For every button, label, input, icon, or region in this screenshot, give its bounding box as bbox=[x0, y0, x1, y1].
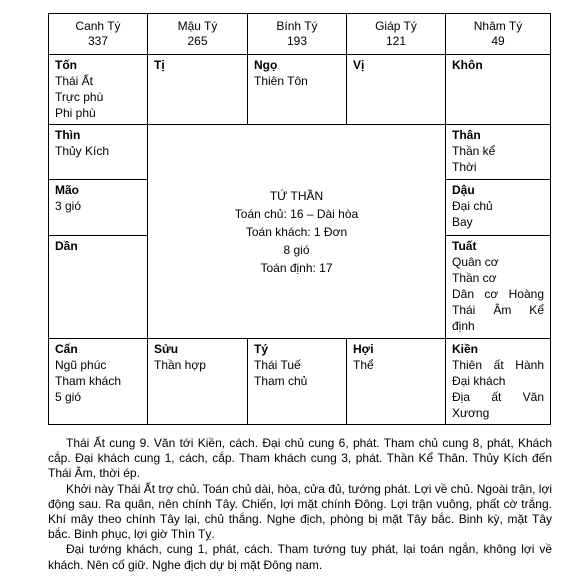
cell-line: Địa ất Văn bbox=[452, 389, 544, 404]
cell-than bbox=[446, 125, 551, 180]
cell-line: 3 gió bbox=[55, 199, 82, 214]
header-name: Canh Tý bbox=[75, 19, 121, 34]
center-summary bbox=[148, 125, 446, 339]
center-line: Toán chủ: 16 – Dài hòa bbox=[234, 206, 359, 221]
cell-title: Dần bbox=[55, 238, 78, 253]
header-cell-mau-ty bbox=[148, 14, 248, 55]
cell-line: Thái Tuế bbox=[254, 357, 301, 372]
cell-suu bbox=[148, 338, 248, 424]
cell-title: Ngọ bbox=[254, 58, 278, 73]
cell-line: Quân cơ bbox=[452, 254, 499, 269]
header-name: Giáp Tý bbox=[375, 19, 417, 34]
cell-line: Đại khách bbox=[452, 373, 506, 388]
cell-line: Bay bbox=[452, 215, 473, 230]
header-number: 121 bbox=[385, 34, 407, 49]
cell-title: Kiền bbox=[452, 341, 479, 356]
cell-title: Tý bbox=[254, 341, 269, 356]
paragraph: Đại tướng khách, cung 1, phát, cách. Tham tướng tuy phát, lại toán ngắn, không lợi về khách. Nên cố giữ. Nghe địch dự bị mặt Đông nam. bbox=[48, 542, 552, 572]
center-line: Toán khách: 1 Đơn bbox=[245, 224, 348, 239]
cell-line: định bbox=[452, 318, 475, 333]
cell-line: Trực phù bbox=[55, 90, 104, 105]
cell-line: Thời bbox=[452, 160, 477, 175]
cell-line: Thái Ất bbox=[55, 74, 94, 89]
cell-dan bbox=[49, 235, 148, 338]
divination-grid bbox=[48, 13, 551, 425]
cell-hoi bbox=[347, 338, 446, 424]
cell-line: Thần hợp bbox=[154, 357, 206, 372]
cell-line: Thái Âm Kể bbox=[452, 302, 544, 317]
header-name: Nhâm Tý bbox=[473, 19, 523, 34]
cell-title: Tị bbox=[154, 58, 165, 73]
cell-line: Dân cơ Hoàng bbox=[452, 286, 544, 301]
cell-line: Thủy Kích bbox=[55, 144, 110, 159]
header-cell-nham-ty bbox=[446, 14, 551, 55]
cell-can bbox=[49, 338, 148, 424]
cell-line: 5 gió bbox=[55, 389, 82, 404]
cell-line: Thiên ất Hành bbox=[452, 357, 544, 372]
cell-line: Thể bbox=[353, 357, 374, 372]
header-number: 193 bbox=[286, 34, 308, 49]
cell-line: Xương bbox=[452, 405, 490, 420]
cell-ty bbox=[248, 338, 347, 424]
paragraph: Thái Ất cung 9. Văn tới Kiền, cách. Đại chủ cung 6, phát. Tham chủ cung 8, phát, Khách cắp. Đại khách cung 1, cách, cắp. Tham khách cung 3, phát. Thần Kể Thân. Thủy Kích đến Thái Âm, thời ép. bbox=[48, 436, 552, 481]
cell-line: Thần cơ bbox=[452, 270, 497, 285]
cell-title: Khôn bbox=[452, 58, 483, 73]
cell-title: Tuất bbox=[452, 238, 477, 253]
header-number: 337 bbox=[87, 34, 109, 49]
cell-ton bbox=[49, 55, 148, 125]
cell-ngo bbox=[248, 55, 347, 125]
cell-line: Ngũ phúc bbox=[55, 357, 107, 372]
center-line: Toán định: 17 bbox=[260, 260, 333, 275]
cell-title: Cấn bbox=[55, 341, 78, 356]
cell-ti bbox=[148, 55, 248, 125]
cell-title: Thìn bbox=[55, 128, 81, 143]
cell-title: Dậu bbox=[452, 183, 475, 198]
header-number: 265 bbox=[187, 34, 208, 49]
cell-thin bbox=[49, 125, 148, 180]
header-name: Bính Tý bbox=[276, 19, 318, 34]
cell-title: Sửu bbox=[154, 341, 179, 356]
center-line: 8 gió bbox=[283, 242, 310, 257]
cell-line: Thiên Tôn bbox=[254, 74, 308, 89]
header-name: Mậu Tý bbox=[177, 19, 218, 34]
cell-mao bbox=[49, 180, 148, 235]
header-cell-giap-ty bbox=[347, 14, 446, 55]
cell-title: Mão bbox=[55, 183, 79, 198]
commentary-text bbox=[48, 436, 552, 573]
cell-title: Tốn bbox=[55, 58, 77, 73]
cell-khon bbox=[446, 55, 551, 125]
cell-dau bbox=[446, 180, 551, 235]
center-title: TỨ THẦN bbox=[269, 188, 324, 203]
cell-line: Tham khách bbox=[55, 373, 122, 388]
cell-kien bbox=[446, 338, 551, 424]
header-cell-canh-ty bbox=[49, 14, 148, 55]
cell-line: Thần kể bbox=[452, 144, 496, 159]
header-number: 49 bbox=[491, 34, 505, 49]
cell-line: Phi phù bbox=[55, 106, 96, 121]
cell-tuat bbox=[446, 235, 551, 338]
cell-line: Tham chủ bbox=[254, 373, 308, 388]
cell-line: Đại chủ bbox=[452, 199, 493, 214]
cell-vi bbox=[347, 55, 446, 125]
cell-title: Vị bbox=[353, 58, 365, 73]
cell-title: Thân bbox=[452, 128, 481, 143]
paragraph: Khởi này Thái Ất trợ chủ. Toán chủ dài, hòa, cửa đủ, tướng phát. Lợi về chủ. Ngoài trận, lợi động sau. Ra quân, nên chính Tây. Chiến, lợi mặt chính Đông. Lợi trận vuông, phất cờ trắng. Khí mây theo chính Tây lại, chủ thắng. Nghe địch, phòng bị mặt Tây bắc. Binh kỳ, mặt Tây bắc. Binh phục, lợi giờ Thìn Tỵ. bbox=[48, 481, 552, 542]
header-cell-binh-ty bbox=[248, 14, 347, 55]
cell-title: Hợi bbox=[353, 341, 374, 356]
